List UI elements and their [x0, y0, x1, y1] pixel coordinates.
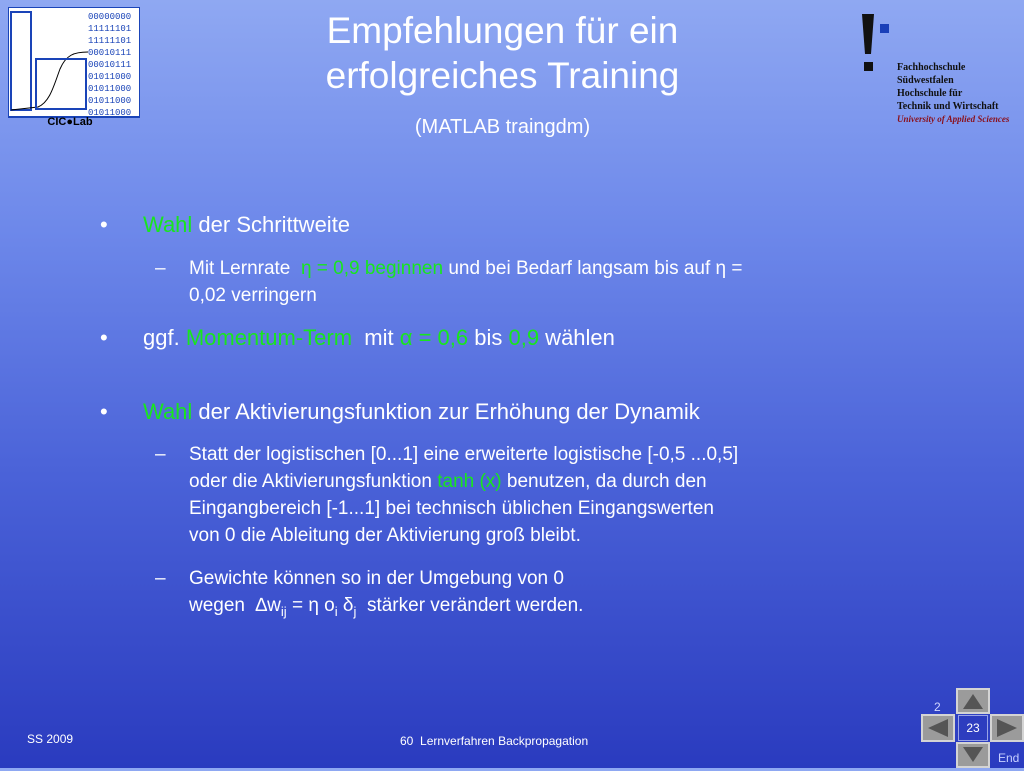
text-b: benutzen, da durch den — [501, 471, 707, 492]
footer-chapter: 60 Lernverfahren Backpropagation — [400, 734, 589, 748]
fh-english-line: University of Applied Sciences — [897, 114, 1010, 124]
nav-next-button[interactable] — [990, 714, 1024, 742]
text-a: Mit Lernrate — [189, 258, 301, 279]
fh-line-3: Hochschule für — [897, 88, 963, 99]
page-indicator-small: 2 — [934, 700, 941, 714]
triangle-left-icon — [923, 716, 953, 740]
bullet-text: der Schrittweite — [192, 212, 351, 237]
bullet-mark: • — [100, 399, 108, 424]
binary-row-text: 01011000 — [88, 72, 132, 82]
sub-ij: ij — [280, 603, 287, 619]
highlight-wahl: Wahl — [143, 399, 193, 424]
bullet-mark: • — [100, 325, 108, 350]
text-b: und bei Bedarf langsam bis auf η = — [443, 258, 743, 279]
fh-exclamation-logo — [858, 12, 898, 74]
footer-semester: SS 2009 — [27, 732, 74, 746]
title-line-1: Empfehlungen für ein — [326, 10, 679, 51]
slide-subtitle: (MATLAB traingdm) — [414, 116, 591, 138]
binary-row-text: 00000000 — [88, 12, 132, 22]
sub-gewichte-line-2 — [189, 592, 934, 625]
sub-gewichte-line-1: Gewichte können so in der Umgebung von 0 — [189, 568, 564, 589]
highlight-09: 0,9 — [508, 325, 540, 350]
highlight-eta: η = 0,9 beginnen — [300, 258, 444, 279]
text-c: bis — [468, 325, 509, 350]
fh-institution-text — [897, 61, 1022, 126]
nav-up-button[interactable] — [956, 688, 990, 714]
highlight-alpha: α = 0,6 — [399, 325, 469, 350]
fh-line-4: Technik und Wirtschaft — [897, 101, 999, 112]
bullet-text: der Aktivierungsfunktion zur Erhöhung der Dynamik — [192, 399, 700, 424]
binary-row-text: 11111101 — [88, 36, 132, 46]
fh-line-2: Südwestfalen — [897, 75, 954, 86]
highlight-momentum: Momentum-Term — [185, 325, 353, 350]
sub-logistisch-line-1: Statt der logistischen [0...1] eine erweiterte logistische [-0,5 ...0,5] — [189, 444, 739, 465]
text-d: stärker verändert werden. — [356, 595, 584, 616]
sub-logistisch-line-3: Eingangbereich [-1...1] bei technisch üblichen Eingangswerten — [189, 498, 714, 519]
text-b: mit — [352, 325, 400, 350]
binary-row-text: 01011000 — [88, 84, 132, 94]
nav-end-link[interactable]: End — [998, 751, 1020, 765]
text-a: ggf. — [143, 325, 186, 350]
fh-line-1: Fachhochschule — [897, 62, 966, 73]
slide-title — [250, 8, 755, 98]
triangle-down-icon — [958, 744, 988, 766]
nav-prev-button[interactable] — [921, 714, 955, 742]
binary-row-text: 01011000 — [88, 108, 132, 118]
binary-row-text: 00010111 — [88, 60, 132, 70]
cic-lab-label: CIC●Lab — [47, 116, 93, 128]
sub-logistisch-line-2 — [189, 468, 934, 495]
cic-lab-logo — [8, 7, 140, 132]
highlight-tanh: tanh (x) — [437, 471, 502, 492]
highlight-wahl: Wahl — [143, 212, 193, 237]
text-b: = η o — [286, 595, 335, 616]
bullet-mark: • — [100, 212, 108, 237]
dash-mark: – — [155, 258, 166, 279]
dash-mark: – — [155, 444, 166, 465]
text-a: wegen ∆w — [189, 595, 281, 616]
triangle-up-icon — [958, 690, 988, 712]
sub-i: i — [334, 603, 338, 619]
sub-lernrate-line-2: 0,02 verringern — [189, 285, 317, 306]
text-c: δ — [337, 595, 354, 616]
nav-down-button[interactable] — [956, 742, 990, 768]
binary-row-text: 00010111 — [88, 48, 132, 58]
sub-logistisch-line-4: von 0 die Ableitung der Aktivierung groß bleibt. — [189, 525, 581, 546]
sub-j: j — [353, 603, 357, 619]
dash-mark: – — [155, 568, 166, 589]
text-a: oder die Aktivierungsfunktion — [189, 471, 438, 492]
triangle-right-icon — [992, 716, 1022, 740]
binary-row-text: 01011000 — [88, 96, 132, 106]
title-line-2: erfolgreiches Training — [325, 55, 680, 96]
binary-row-text: 11111101 — [88, 24, 132, 34]
sub-lernrate-line-1 — [189, 255, 934, 282]
text-d: wählen — [539, 325, 615, 350]
current-page-number: 23 — [958, 715, 988, 741]
